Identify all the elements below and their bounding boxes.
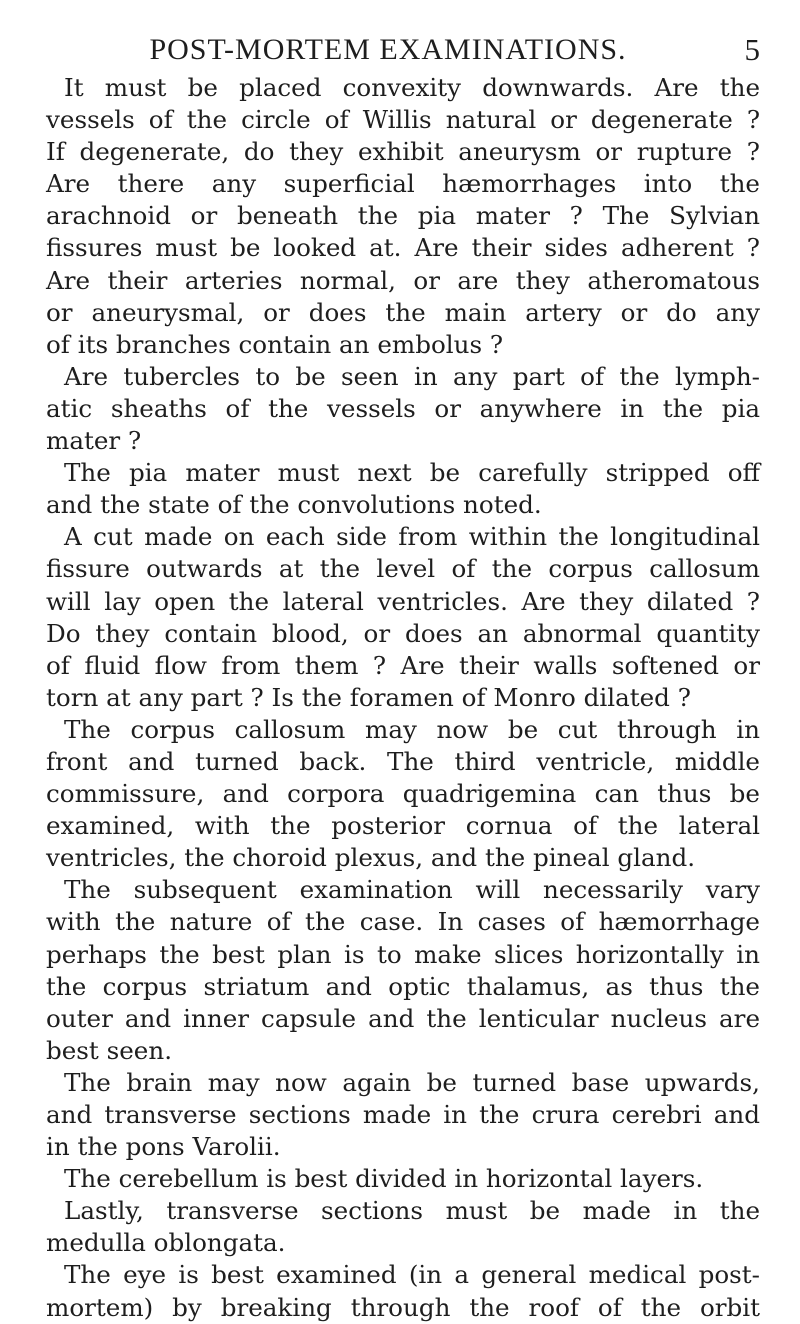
text-line: The corpus callosum may now be cut through in bbox=[64, 714, 760, 744]
text-line: It must be placed convexity downwards. Are the bbox=[64, 73, 760, 102]
text-line: fissure outwards at the level of the corpus callosum bbox=[46, 554, 760, 584]
running-head: POST-MORTEM EXAMINATIONS. bbox=[149, 33, 627, 66]
text-line: or aneurysmal, or does the main artery or do any bbox=[46, 297, 760, 327]
text-line: perhaps the best plan is to make slices horizontally in bbox=[46, 939, 760, 969]
text-line: medulla oblongata. bbox=[46, 1228, 286, 1258]
text-line: front and turned back. The third ventricle, middle bbox=[46, 746, 760, 776]
text-line: Are their arteries normal, or are they atheromatous bbox=[46, 265, 760, 295]
text-line: The cerebellum is best divided in horizontal layers. bbox=[64, 1164, 704, 1194]
text-line: of its branches contain an embolus ? bbox=[46, 329, 504, 359]
text-line: and the state of the convolutions noted. bbox=[46, 490, 542, 520]
text-line: fissures must be looked at. Are their sides adherent ? bbox=[46, 233, 760, 263]
text-line: A cut made on each side from within the longitudinal bbox=[64, 522, 760, 552]
text-line: in the pons Varolii. bbox=[46, 1132, 281, 1162]
text-line: vessels of the circle of Willis natural or degenerate ? bbox=[46, 105, 760, 135]
page-number: 5 bbox=[744, 32, 760, 67]
text-line: outer and inner capsule and the lenticular nucleus are bbox=[46, 1003, 760, 1033]
text-line: Are there any superficial hæmorrhages into the bbox=[46, 169, 760, 199]
text-line: best seen. bbox=[46, 1035, 173, 1065]
page-header bbox=[48, 30, 768, 70]
text-line: The pia mater must next be carefully stripped off bbox=[64, 458, 760, 488]
text-line: The subsequent examination will necessarily vary bbox=[64, 875, 760, 905]
text-line: with the nature of the case. In cases of hæmorrhage bbox=[46, 907, 760, 937]
text-line: Are tubercles to be seen in any part of the lymph- bbox=[64, 361, 760, 391]
text-line: If degenerate, do they exhibit aneurysm or rupture ? bbox=[46, 137, 760, 167]
text-line: commissure, and corpora quadrigemina can thus be bbox=[46, 779, 760, 809]
text-line: mater ? bbox=[46, 426, 142, 456]
text-line: Lastly, transverse sections must be made in the bbox=[64, 1196, 760, 1226]
text-line: the corpus striatum and optic thalamus, as thus the bbox=[46, 971, 760, 1001]
text-line: of fluid flow from them ? Are their walls softened or bbox=[46, 650, 760, 680]
text-line: and transverse sections made in the crura cerebri and bbox=[46, 1100, 760, 1129]
text-line: mortem) by breaking through the roof of the orbit bbox=[46, 1292, 760, 1322]
text-line: examined, with the posterior cornua of the lateral bbox=[46, 811, 760, 841]
text-line: The brain may now again be turned base upwards, bbox=[64, 1067, 760, 1097]
text-line: atic sheaths of the vessels or anywhere in the pia bbox=[46, 393, 760, 423]
body-text bbox=[46, 72, 760, 1324]
text-line: will lay open the lateral ventricles. Are they dilated ? bbox=[46, 586, 760, 616]
text-line: torn at any part ? Is the foramen of Monro dilated ? bbox=[46, 682, 691, 712]
text-line: ventricles, the choroid plexus, and the pineal gland. bbox=[46, 843, 696, 873]
text-line: The eye is best examined (in a general medical post- bbox=[64, 1260, 760, 1290]
text-line: Do they contain blood, or does an abnormal quantity bbox=[46, 618, 760, 648]
text-line: arachnoid or beneath the pia mater ? The Sylvian bbox=[46, 201, 760, 231]
